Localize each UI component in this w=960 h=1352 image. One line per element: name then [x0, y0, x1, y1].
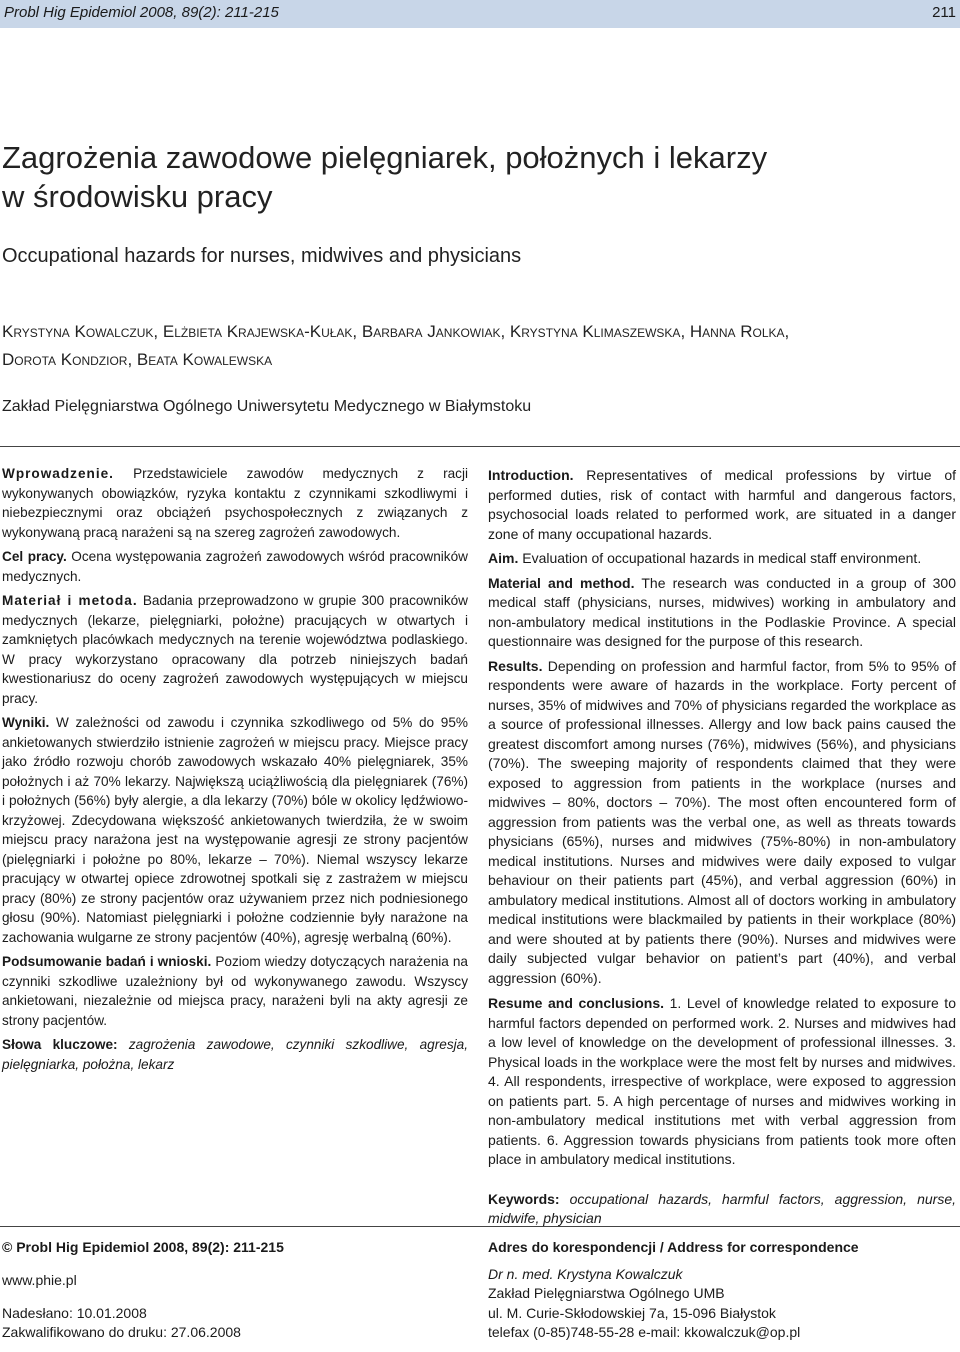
section-label: Aim. — [488, 550, 519, 566]
section-text: Przedstawiciele zawodów medycznych z racji wykonywanych obowiązków, ryzyka kontaktu z czynnikami szkodliwymi i niebezpiecznymi oraz obciążeń psychospołecznych z związanych z wykonywaną pracą narażeni są na szereg zagrożeń zawodowych. — [2, 466, 468, 540]
section-label: Materiał i metoda. — [2, 593, 138, 608]
page-number: 211 — [932, 4, 956, 21]
abstract-en-keywords — [488, 1190, 956, 1229]
abstract-en-aim — [488, 549, 956, 569]
correspondent-contact: telefax (0-85)748-55-28 e-mail: kkowalczuk@op.pl — [488, 1324, 801, 1340]
abstract-pl-method — [2, 591, 468, 708]
title-line-2: w środowisku pracy — [2, 179, 273, 214]
section-text: Ocena występowania zagrożeń zawodowych wśród pracowników medycznych. — [2, 549, 468, 584]
correspondence-title: Adres do korespondencji / Address for correspondence — [488, 1239, 859, 1255]
abstract-pl-summary — [2, 952, 468, 1030]
keywords-text: occupational hazards, harmful factors, aggression, nurse, midwife, physician — [488, 1190, 956, 1226]
section-label: Results. — [488, 657, 543, 674]
keywords-text: zagrożenia zawodowe, czynniki szkodliwe, agresja, pielęgniarka, położna, lekarz — [2, 1037, 468, 1072]
section-text: Representatives of medical professions by virtue of performed duties, risk of contact with harmful and dangerous factors, psychosocial loads related to performed work, are situated in a danger zone of many occupational hazards. — [488, 467, 956, 542]
correspondent-street: ul. M. Curie-Skłodowskiej 7a, 15-096 Białystok — [488, 1304, 776, 1321]
footer-divider — [0, 1226, 960, 1227]
section-label: Cel pracy. — [2, 549, 67, 564]
section-text: W zależności od zawodu i czynnika szkodliwego od 5% do 95% ankietowanych stwierdziło istnienie zagrożeń w miejscu pracy. Miejsce pracy jako źródło rozwoju chorób zawodowych wskazało 40% pielęgniarek, 35% położnych i aż 70% lekarzy. Największą uciążliwością dla pielęgniarek (76%) i położnych (56%) były alergie, a dla lekarzy (70%) bóle w okolicy lędźwiowo- krzyżowej. Zdecydowana większość ankietowanych twierdziła, że w swoim miejscu pracy narażona jest na występowanie agresji ze strony pacjentów (pielęgniarki i położne po 80%, lekarze – 70%). Niemal wszyscy lekarze pracujący w otwartej opiece zdrowotnej spotkali się z zastrażem w miejscu pracy (80%) ze strony pacjentów oraz używaniem przez nich podniesionego głosu (90%). Natomiast pielęgniarki i położne codziennie były narażone na zachowania wulgarne ze strony pacjentów (40%), agresję werbalną (60%). — [2, 715, 468, 945]
affiliation: Zakład Pielęgniarstwa Ogólnego Uniwersytetu Medycznego w Białymstoku — [2, 398, 532, 415]
abstract-polish — [2, 464, 468, 1079]
abstract-en-resume — [488, 994, 956, 1170]
journal-website-link[interactable]: www.phie.pl — [2, 1272, 77, 1288]
section-text: 1. Level of knowledge related to exposure to harmful factors depended on performed work. 2. Nurses and midwives had a low level of knowledge on the development of professional illnesses. 3. Physical loads in the workplace were the most felt by nurses and midwives. 4. All respondents, irrespective of workplace, were exposed to aggression on patients part. 5. A high percentage of nurses and midwives working in non-ambulatory medical institutions met with verbal aggression from patients. 6. Aggression towards physicians from patients took more often place in ambulatory medical institutions. — [488, 995, 956, 1167]
section-text: The research was conducted in a group of 300 medical staff (physicians, nurses, midwives) working in ambulatory and non-ambulatory medical institutions in the Podlaskie Province. A special questionnaire was designed for the purpose of this research. — [488, 574, 956, 649]
publication-info — [2, 1238, 462, 1342]
keywords-label: Słowa kluczowe: — [2, 1037, 118, 1052]
abstract-pl-intro — [2, 464, 468, 542]
abstract-en-intro — [488, 466, 956, 544]
keywords-label: Keywords: — [488, 1190, 560, 1207]
article-title-english: Occupational hazards for nurses, midwives and physicians — [2, 245, 522, 267]
article-title-polish — [2, 138, 942, 216]
accepted-date: Zakwalifikowano do druku: 27.06.2008 — [2, 1324, 241, 1340]
abstract-pl-results — [2, 713, 468, 947]
authors-line-1: Krystyna Kowalczuk, Elżbieta Krajewska-Kułak, Barbara Jankowiak, Krystyna Klimaszewska, Hanna Rolka, — [2, 322, 790, 341]
running-header — [0, 0, 960, 28]
section-label: Material and method. — [488, 574, 635, 591]
section-label: Introduction. — [488, 467, 574, 483]
correspondent-name: Dr n. med. Krystyna Kowalczuk — [488, 1265, 683, 1282]
section-text: Badania przeprowadzono w grupie 300 pracowników medycznych (lekarze, pielęgniarki, położne) pracujących w otwartych i zamkniętych placówkach medycznych na terenie województwa podlaskiego. W pracy wykorzystano opracowany dla potrzeb niniejszych badań kwestionariusz do oceny zagrożeń zawodowych występujących w miejscu pracy. — [2, 593, 468, 706]
section-label: Wprowadzenie. — [2, 466, 114, 481]
author-list — [2, 318, 942, 374]
journal-citation: Probl Hig Epidemiol 2008, 89(2): 211-215 — [4, 4, 279, 21]
abstract-pl-keywords — [2, 1035, 468, 1074]
copyright-citation: © Probl Hig Epidemiol 2008, 89(2): 211-215 — [2, 1239, 284, 1255]
header-divider — [0, 446, 960, 447]
abstract-en-results — [488, 657, 956, 989]
abstract-en-method — [488, 574, 956, 652]
correspondence-address — [488, 1238, 956, 1343]
received-date: Nadesłano: 10.01.2008 — [2, 1305, 147, 1321]
abstract-pl-aim — [2, 547, 468, 586]
section-label: Resume and conclusions. — [488, 995, 665, 1011]
section-label: Podsumowanie badań i wnioski. — [2, 954, 212, 969]
correspondent-department: Zakład Pielęgniarstwa Ogólnego UMB — [488, 1285, 725, 1301]
section-label: Wyniki. — [2, 715, 50, 730]
abstract-english — [488, 466, 956, 1234]
section-text: Poziom wiedzy dotyczących narażenia na czynniki szkodliwe uzależniony był od wykonywanego zawodu. Wszyscy ankietowani, niezależnie od miejsca pracy, narażeni byli na akty agresji ze strony pacjentów. — [2, 954, 468, 1028]
section-text: Evaluation of occupational hazards in medical staff environment. — [518, 550, 922, 566]
title-line-1: Zagrożenia zawodowe pielęgniarek, położnych i lekarzy — [2, 140, 768, 175]
authors-line-2: Dorota Kondzior, Beata Kowalewska — [2, 350, 273, 369]
section-text: Depending on profession and harmful factor, from 5% to 95% of respondents were aware of hazards in the workplace. Forty percent of nurses, 35% of midwives and 70% of physicians regarded the workplace as a source of professional illnesses. Allergy and low back pains caused the greatest discomfort among nurses (76%), midwives (56%), and physicians (70%). The sweeping majority of respondents claimed that they were exposed to aggression from patients in the workplace (nurses and midwives – 80%, doctors – 70%). The most often encountered form of aggression from patients was the verbal one, as well as threats towards physicians (65%), nurses and midwives (75%-80%) in non-ambulatory medical institutions. Nurses and midwives were daily exposed to vulgar behaviour on their patients part (45%), and verbal aggression (60%) in ambulatory medical institutions. Almost all of doctors working in ambulatory medical institutions were blackmailed by patients in their workplace (80%) and were shouted at by patients there (90%). Nurses and midwives were daily subjected vulgar behavior on patient’s part (40%), and verbal aggression (60%). — [488, 657, 956, 986]
